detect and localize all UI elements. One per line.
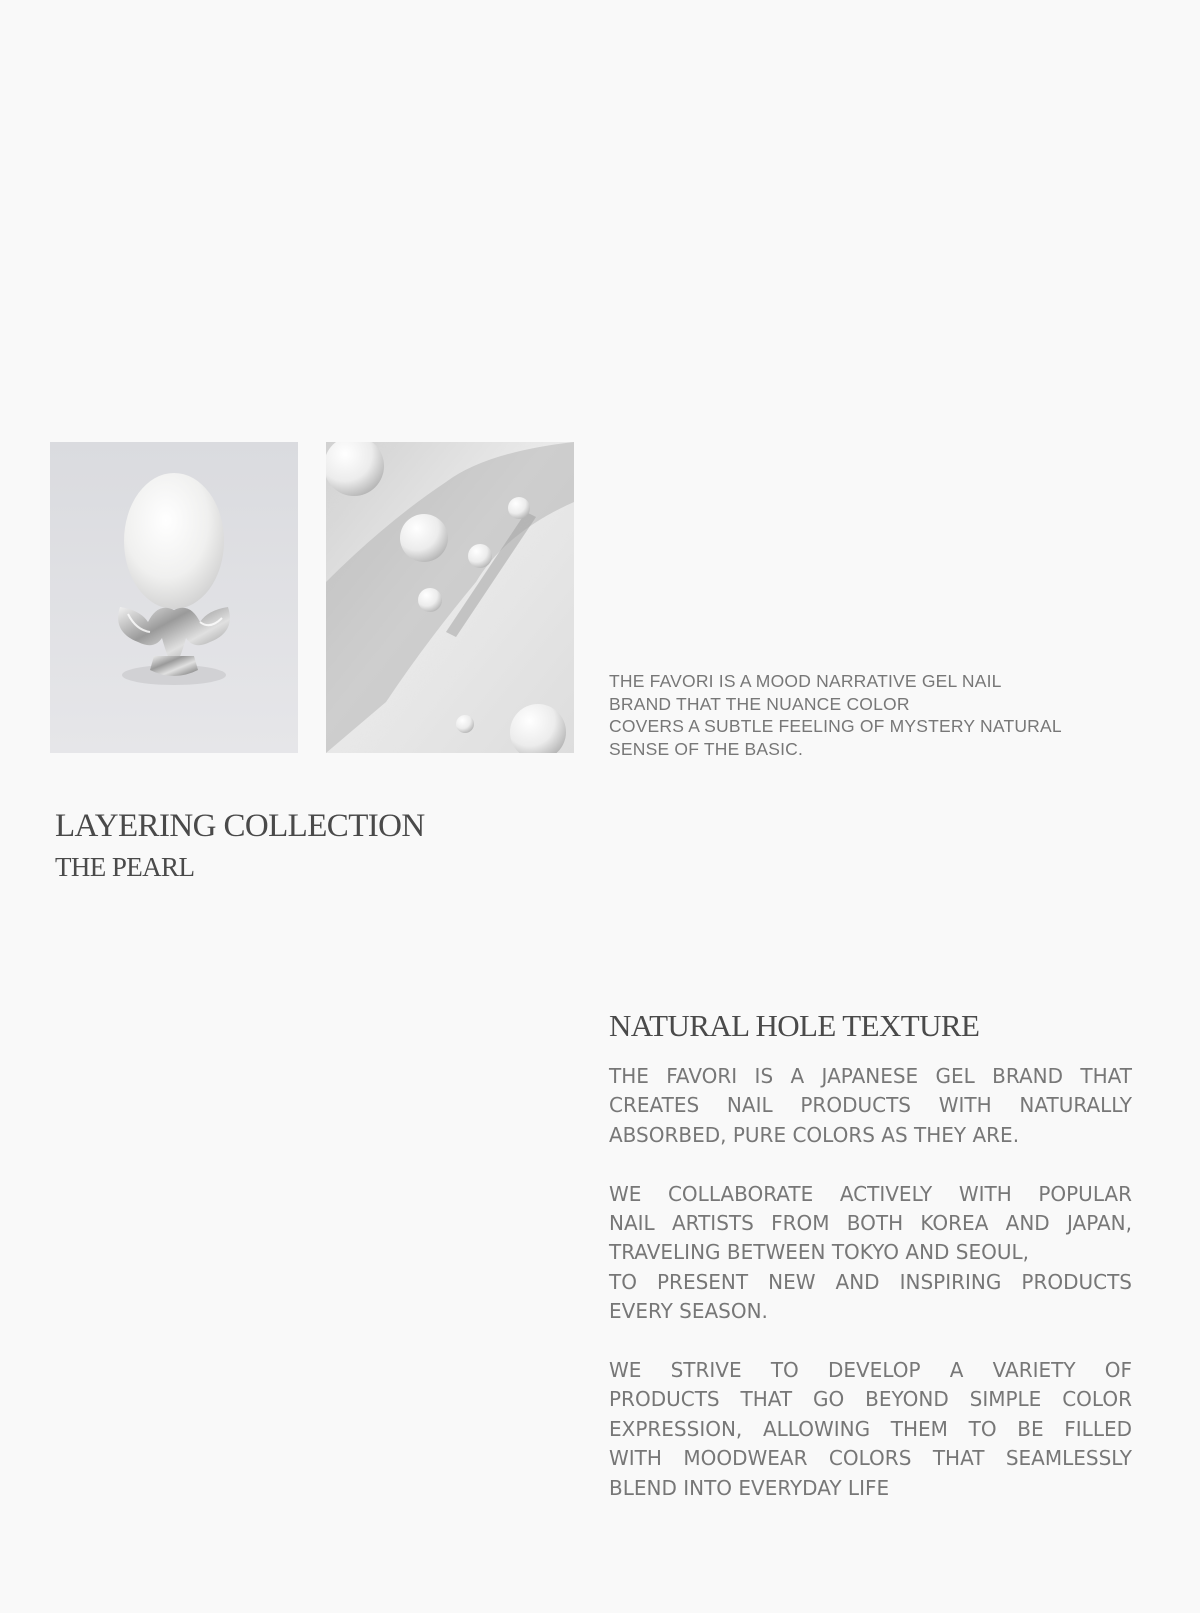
text-line: THE FAVORI IS A JAPANESE GEL BRAND THAT [609,1064,1132,1088]
text-line: WE COLLABORATE ACTIVELY WITH POPULAR [609,1181,1132,1206]
mood-line: SENSE OF THE BASIC. [609,738,804,759]
text-line: BLEND INTO EVERYDAY LIFE [609,1475,890,1500]
texture-paragraph [609,1062,1132,1150]
text-line: WITH MOODWEAR COLORS THAT SEAMLESSLY [609,1446,1132,1471]
mood-line: THE FAVORI IS A MOOD NARRATIVE GEL NAIL [609,671,1002,691]
pearls-photo [326,442,574,753]
collection-title: LAYERING COLLECTION [55,808,425,844]
text-line: TRAVELING BETWEEN TOKYO AND SEOUL, [609,1240,1030,1265]
text-line: TO PRESENT NEW AND INSPIRING PRODUCTS [609,1269,1132,1294]
text-line: ABSORBED, PURE COLORS AS THEY ARE. [609,1122,1020,1147]
text-line: NAIL ARTISTS FROM BOTH KOREA AND JAPAN, [609,1211,1132,1236]
text-line: CREATES NAIL PRODUCTS WITH NATURALLY [609,1093,1132,1118]
text-line: EXPRESSION, ALLOWING THEM TO BE FILLED [609,1416,1132,1441]
texture-paragraph [609,1180,1132,1327]
text-line: PRODUCTS THAT GO BEYOND SIMPLE COLOR [609,1387,1132,1412]
egg-photo [50,442,298,753]
mood-line: BRAND THAT THE NUANCE COLOR [609,693,910,714]
texture-title: NATURAL HOLE TEXTURE [609,1008,980,1043]
texture-body [609,1062,1132,1532]
collection-subtitle: THE PEARL [55,852,195,882]
texture-paragraph [609,1356,1132,1503]
mood-line: COVERS A SUBTLE FEELING OF MYSTERY NATURAL [609,716,1062,736]
brand-mood-text [609,670,1079,760]
text-line: WE STRIVE TO DEVELOP A VARIETY OF [609,1358,1132,1383]
text-line: EVERY SEASON. [609,1299,768,1324]
